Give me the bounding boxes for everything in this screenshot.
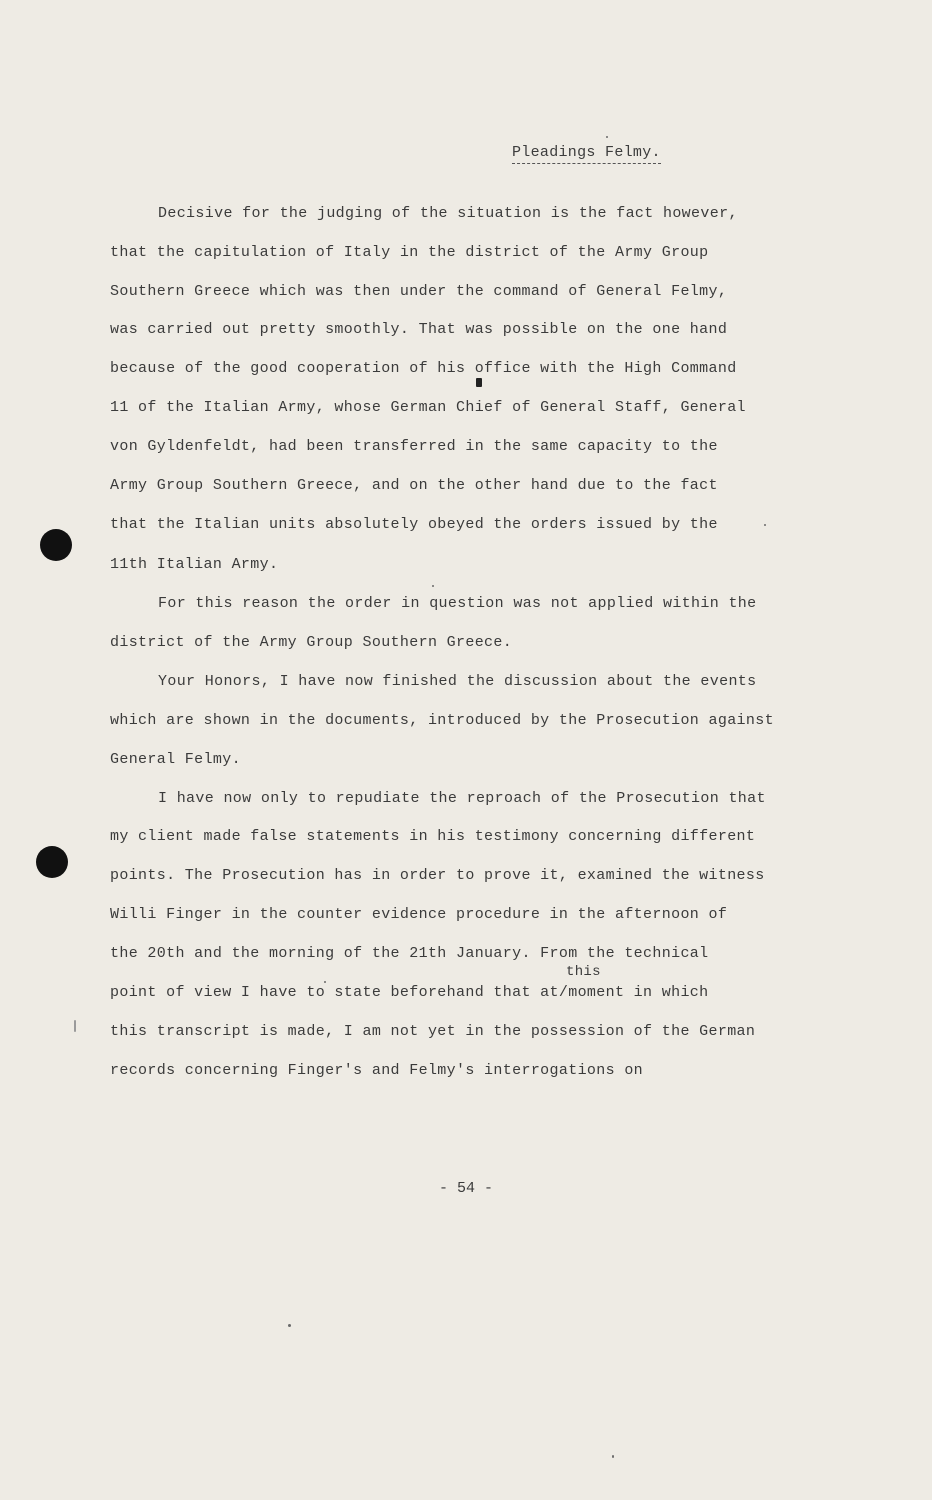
text-line: points. The Prosecution has in order to prove it, examined the witness [110, 867, 765, 884]
text-line: I have now only to repudiate the reproach of the Prosecution that [158, 790, 766, 807]
text-line: records concerning Finger's and Felmy's interrogations on [110, 1062, 644, 1079]
paper-speck [288, 1324, 291, 1327]
text-line: point of view I have to state beforehand that at/moment in which [110, 984, 709, 1001]
text-line: Your Honors, I have now finished the discussion about the events [158, 673, 757, 690]
punch-hole-top [40, 529, 72, 561]
text-line: because of the good cooperation of his office with the High Command [110, 360, 737, 377]
text-line: 11th Italian Army. [110, 556, 279, 573]
text-line: was carried out pretty smoothly. That was possible on the one hand [110, 321, 728, 338]
interlinear-insert: this [566, 964, 601, 980]
text-line: 11 of the Italian Army, whose German Chief of General Staff, General [110, 399, 746, 416]
text-line: For this reason the order in question was not applied within the [158, 595, 757, 612]
text-line: that the Italian units absolutely obeyed the orders issued by the [110, 516, 718, 533]
paper-speck [612, 1455, 614, 1458]
text-line: Army Group Southern Greece, and on the other hand due to the fact [110, 477, 718, 494]
text-line: my client made false statements in his testimony concerning different [110, 828, 756, 845]
text-line: von Gyldenfeldt, had been transferred in the same capacity to the [110, 438, 718, 455]
text-line: Southern Greece which was then under the command of General Felmy, [110, 283, 728, 300]
text-line: Decisive for the judging of the situation is the fact however, [158, 205, 738, 222]
paper-speck [606, 136, 608, 138]
text-line: this transcript is made, I am not yet in the possession of the German [110, 1023, 756, 1040]
ink-mark [476, 378, 482, 387]
text-line: that the capitulation of Italy in the district of the Army Group [110, 244, 709, 261]
text-line: the 20th and the morning of the 21th January. From the technical [110, 945, 709, 962]
paper-speck [432, 585, 434, 587]
text-line: district of the Army Group Southern Greece. [110, 634, 513, 651]
text-line: General Felmy. [110, 751, 241, 768]
paper-speck [764, 524, 766, 526]
paper-speck [324, 981, 326, 983]
punch-hole-bottom [36, 846, 68, 878]
paper-speck [74, 1020, 76, 1032]
text-line: Willi Finger in the counter evidence procedure in the afternoon of [110, 906, 728, 923]
page-number: - 54 - [438, 1180, 493, 1197]
text-line: which are shown in the documents, introduced by the Prosecution against [110, 712, 774, 729]
page-header: Pleadings Felmy. [512, 144, 661, 164]
